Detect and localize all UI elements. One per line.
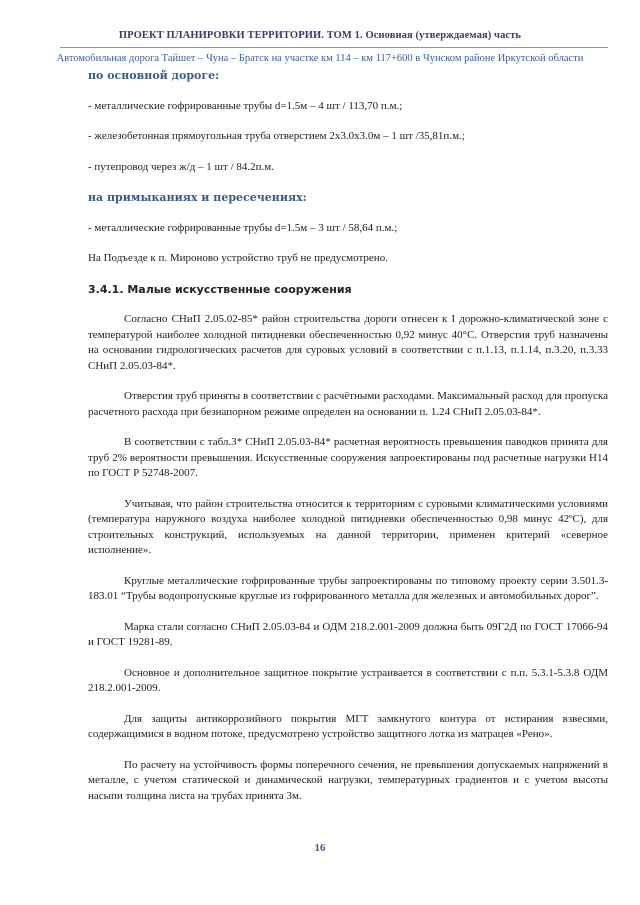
document-body	[88, 68, 608, 804]
mironovo-note: На Подъезде к п. Мироново устройство труб не предусмотрено.	[88, 252, 388, 264]
header-divider	[60, 47, 608, 48]
paragraph: Основное и дополнительное защитное покрытие устраивается в соответствии с п.п. 5.3.1-5.3.8 ОДМ 218.2.001-2009.	[88, 666, 608, 694]
list-item: - путепровод через ж/д – 1 шт / 84.2п.м.	[88, 160, 274, 173]
subhead-main-road: по основной дороге:	[88, 69, 220, 82]
list-item: - железобетонная прямоугольная труба отверстием 2х3.0х3.0м – 1 шт /35,81п.м.;	[88, 130, 465, 142]
paragraph: Отверстия труб приняты в соответствии с расчётными расходами. Максимальный расход для пропуска расчетного расхода при безнапорном режиме определен на основании п. 1.24 СНиП 2.05.03-84*.	[88, 390, 608, 418]
paragraph: Для защиты антикоррозийного покрытия МГТ замкнутого контура от истирания взвесями, содержащимися в водном потоке, предусмотрено устройство защитного лотка из матрацев «Рено».	[88, 712, 608, 740]
paragraph: Согласно СНиП 2.05.02-85* район строительства дороги отнесен к I дорожно-климатической зоне с температурой наиболее холодной пятидневки обеспеченностью 0,92 минус 40°С. Отверстия труб назначены на основании гидрологических расчетов для суровых условий в соответствии с п.1.13, п.1.14, п.3.20, п.3.33 СНиП 2.05.03-84*.	[88, 313, 608, 372]
header-title: ПРОЕКТ ПЛАНИРОВКИ ТЕРРИТОРИИ. ТОМ 1. Основная (утверждаемая) часть	[118, 30, 522, 41]
list-item: - металлические гофрированные трубы d=1.5м – 3 шт / 58,64 п.м.;	[88, 221, 398, 234]
section-title: 3.4.1. Малые искусственные сооружения	[88, 282, 352, 296]
paragraph: Учитывая, что район строительства относится к территориям с суровыми климатическими условиями (температура наружного воздуха наиболее холодной пятидневки обеспеченностью 0,98 минус 42ºС), для строительных конструкций, используемых на данной территории, применен критерий «северное исполнение».	[88, 497, 608, 556]
paragraph: Круглые металлические гофрированные трубы запроектированы по типовому проекту серии 3.501.3-183.01 “Трубы водопропускные круглые из гофрированного металла для железных и автомобильных дорог”.	[88, 574, 608, 602]
paragraph: В соответствии с табл.3* СНиП 2.05.03-84* расчетная вероятность превышения паводков принята для труб 2% вероятности превышения. Искусственные сооружения запроектированы под расчетные нагрузки Н14 по ГОСТ Р 52748-2007.	[88, 436, 608, 479]
subhead-junctions: на примыканиях и пересечениях:	[88, 191, 307, 204]
paragraph: Марка стали согласно СНиП 2.05.03-84 и ОДМ 218.2.001-2009 должна быть 09Г2Д по ГОСТ 17066-94 и ГОСТ 19281-89.	[88, 620, 608, 648]
header-subtitle: Автомобильная дорога Тайшет – Чуна – Братск на участке км 114 – км 117+600 в Чунском районе Иркутской области	[56, 53, 584, 64]
paragraph: По расчету на устойчивость формы поперечного сечения, не превышения допускаемых напряжений в металле, с учетом статической и динамической нагрузки, температурных градиентов и с учетом высоты насыпи толщина листа на трубах принята 3м.	[88, 758, 608, 802]
list-item: - металлические гофрированные трубы d=1.5м – 4 шт / 113,70 п.м.;	[88, 99, 403, 112]
page-number: 16	[314, 842, 326, 854]
